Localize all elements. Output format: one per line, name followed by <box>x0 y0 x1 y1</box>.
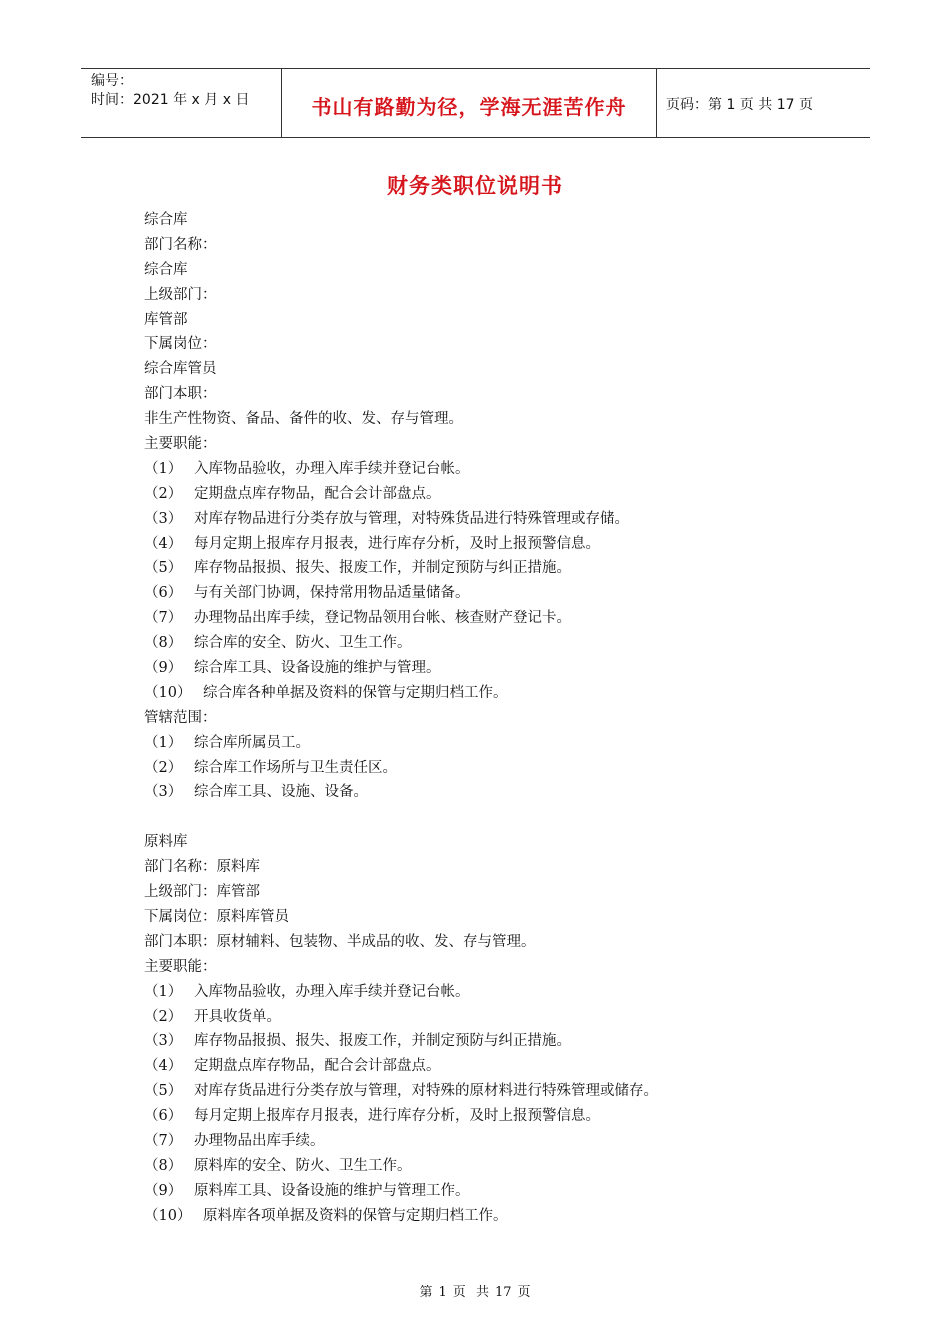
item-text: 综合库工具、设施、设备。 <box>194 784 368 801</box>
item-number: （4） <box>144 535 183 552</box>
item-text: 与有关部门协调，保持常用物品适量储备。 <box>194 585 470 602</box>
item-text: 原料库各项单据及资料的保管与定期归档工作。 <box>203 1207 508 1224</box>
footer-gong: 共 <box>475 1285 489 1300</box>
item-text: 综合库工作场所与卫生责任区。 <box>194 759 397 776</box>
list-item <box>144 1005 864 1030</box>
list-item <box>144 1204 864 1229</box>
list-item <box>144 606 864 631</box>
page-info: 页码：第 1 页 共 17 页 <box>666 97 813 113</box>
list-item <box>144 1179 864 1204</box>
item-number: （3） <box>144 1033 183 1050</box>
document-title: 财务类职位说明书 <box>387 174 563 198</box>
item-text: 原料库工具、设备设施的维护与管理工作。 <box>194 1182 470 1199</box>
item-text: 开具收货单。 <box>194 1008 281 1025</box>
text-line: 库管部 <box>144 311 188 328</box>
item-number: （4） <box>144 1058 183 1075</box>
text-line: 部门本职：原材辅料、包装物、半成品的收、发、存与管理。 <box>144 933 536 950</box>
item-number: （5） <box>144 560 183 577</box>
text-line: 上级部门：库管部 <box>144 884 260 901</box>
item-text: 综合库各种单据及资料的保管与定期归档工作。 <box>203 684 508 701</box>
item-number: （8） <box>144 635 183 652</box>
header-meta-cell <box>81 69 281 137</box>
item-number: （7） <box>144 610 183 627</box>
time-label: 时间：2021 年 x 月 x 日 <box>91 92 250 108</box>
item-number: （1） <box>144 460 183 477</box>
footer-page-number: 1 <box>438 1285 447 1300</box>
text-line: 部门名称： <box>144 236 217 253</box>
header-page-cell <box>656 69 870 137</box>
item-number: （6） <box>144 1108 183 1125</box>
list-item <box>144 1079 864 1104</box>
text-line: 下属岗位： <box>144 336 217 353</box>
item-number: （10） <box>144 684 192 701</box>
page-footer <box>0 1281 950 1300</box>
list-item <box>144 756 864 781</box>
text-line: 综合库 <box>144 261 188 278</box>
item-number: （2） <box>144 1008 183 1025</box>
text-line: 原料库 <box>144 834 188 851</box>
item-text: 库存物品报损、报失、报废工作，并制定预防与纠正措施。 <box>194 1033 571 1050</box>
item-text: 办理物品出库手续，登记物品领用台帐、核查财产登记卡。 <box>194 610 571 627</box>
item-number: （9） <box>144 1182 183 1199</box>
text-line: 主要职能： <box>144 436 217 453</box>
header-motto-cell <box>281 69 657 137</box>
item-text: 定期盘点库存物品，配合会计部盘点。 <box>194 1058 441 1075</box>
list-item <box>144 581 864 606</box>
item-number: （5） <box>144 1083 183 1100</box>
list-item <box>144 681 864 706</box>
item-text: 综合库工具、设备设施的维护与管理。 <box>194 660 441 677</box>
motto: 书山有路勤为径，学海无涯苦作舟 <box>311 95 627 119</box>
item-number: （2） <box>144 485 183 502</box>
item-number: （10） <box>144 1207 192 1224</box>
text-line: 部门本职： <box>144 386 217 403</box>
footer-total-pages: 17 <box>494 1285 512 1300</box>
text-line: 主要职能： <box>144 958 217 975</box>
list-item <box>144 1054 864 1079</box>
item-number: （3） <box>144 784 183 801</box>
item-text: 办理物品出库手续。 <box>194 1132 325 1149</box>
text-line: 综合库 <box>144 212 188 228</box>
footer-di: 第 <box>419 1285 433 1300</box>
item-text: 综合库所属员工。 <box>194 734 310 751</box>
list-item <box>144 457 864 482</box>
list-item <box>144 1129 864 1154</box>
item-number: （1） <box>144 734 183 751</box>
list-item <box>144 656 864 681</box>
item-text: 定期盘点库存物品，配合会计部盘点。 <box>194 485 441 502</box>
item-number: （2） <box>144 759 183 776</box>
text-line: 下属岗位：原料库管员 <box>144 908 289 925</box>
blank-line <box>144 805 864 830</box>
item-number: （9） <box>144 660 183 677</box>
item-number: （1） <box>144 983 183 1000</box>
item-number: （6） <box>144 585 183 602</box>
item-text: 入库物品验收，办理入库手续并登记台帐。 <box>194 983 470 1000</box>
list-item <box>144 631 864 656</box>
item-number: （8） <box>144 1157 183 1174</box>
list-item <box>144 532 864 557</box>
list-item <box>144 731 864 756</box>
text-line: 非生产性物资、备品、备件的收、发、存与管理。 <box>144 411 463 428</box>
item-text: 每月定期上报库存月报表，进行库存分析，及时上报预警信息。 <box>194 535 600 552</box>
item-text: 综合库的安全、防火、卫生工作。 <box>194 635 412 652</box>
document-header <box>81 68 870 138</box>
item-text: 对库存货品进行分类存放与管理，对特殊的原材料进行特殊管理或储存。 <box>194 1083 658 1100</box>
text-line: 综合库管员 <box>144 361 217 378</box>
item-text: 入库物品验收，办理入库手续并登记台帐。 <box>194 460 470 477</box>
list-item <box>144 482 864 507</box>
list-item <box>144 980 864 1005</box>
document-body <box>144 208 864 1229</box>
list-item <box>144 1104 864 1129</box>
number-label: 编号： <box>91 73 133 89</box>
item-text: 原料库的安全、防火、卫生工作。 <box>194 1157 412 1174</box>
item-text: 每月定期上报库存月报表，进行库存分析，及时上报预警信息。 <box>194 1108 600 1125</box>
list-item <box>144 507 864 532</box>
list-item <box>144 780 864 805</box>
list-item <box>144 1154 864 1179</box>
footer-ye: 页 <box>452 1285 466 1300</box>
footer-ye2: 页 <box>517 1285 531 1300</box>
text-line: 管辖范围： <box>144 709 217 726</box>
item-number: （3） <box>144 510 183 527</box>
text-line: 上级部门： <box>144 286 217 303</box>
list-item <box>144 1029 864 1054</box>
item-text: 库存物品报损、报失、报废工作，并制定预防与纠正措施。 <box>194 560 571 577</box>
list-item <box>144 556 864 581</box>
item-number: （7） <box>144 1132 183 1149</box>
item-text: 对库存物品进行分类存放与管理，对特殊货品进行特殊管理或存储。 <box>194 510 629 527</box>
text-line: 部门名称：原料库 <box>144 859 260 876</box>
